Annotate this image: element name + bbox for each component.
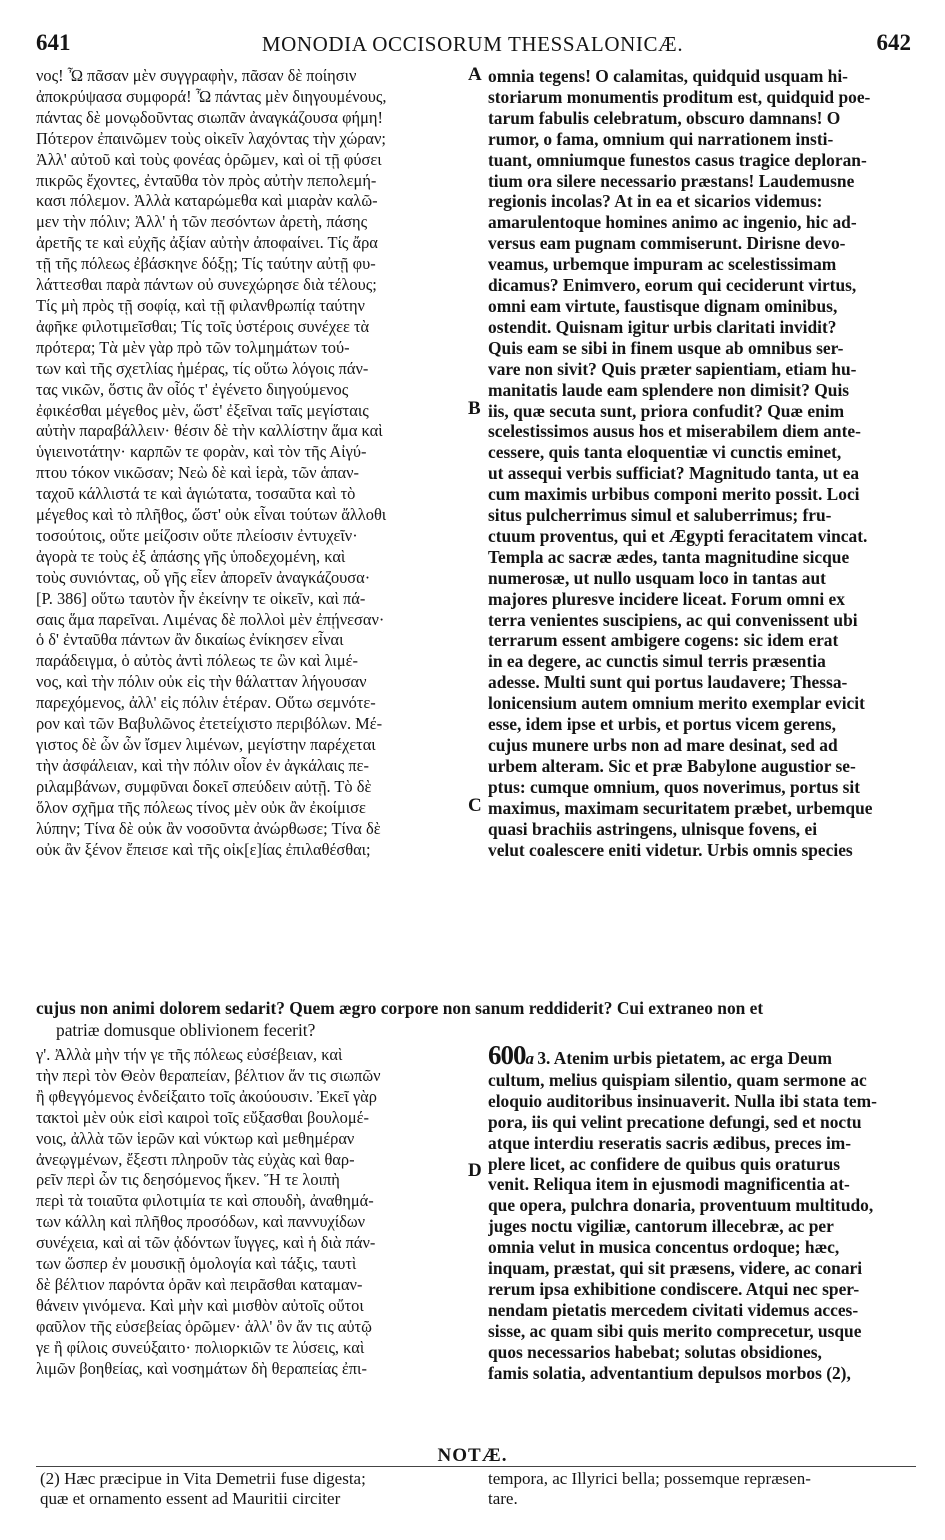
latin-text-line: rerum ipsa exhibitione condiscere. Atqui nec sper- — [488, 1278, 860, 1299]
greek-text-line: νοις, ἀλλὰ τῶν ἱερῶν καὶ νύκτωρ καὶ μεθημέραν — [36, 1128, 355, 1148]
greek-text-line: Τίς μὴ πρὸς τῇ σοφίᾳ, καὶ τῇ φιλανθρωπίᾳ ταύτην — [36, 295, 365, 315]
greek-text-line: τοσούτοις, οὔτε μείζοσιν οὔτε πλείοσιν ἐντυχεῖν· — [36, 525, 358, 545]
margin-marker-d: D — [468, 1160, 482, 1181]
greek-text-line: λιμῶν βοηθείας, καὶ νοσημάτων δὴ θεραπείας ἐπι- — [36, 1358, 367, 1378]
greek-text-line: αὐτὴν παραβάλλειν· θέσιν δὲ τὴν καλλίστην ἅμα καὶ — [36, 421, 383, 441]
latin-text-line: majores pluresve incidere liceat. Forum omni ex — [488, 588, 845, 609]
latin-text-line: Templa ac sacræ ædes, tanta magnitudine sicque — [488, 546, 850, 567]
note-line: tempora, ac Illyrici bella; possemque repræsen- — [488, 1469, 811, 1488]
greek-text-line: ὁ δ' ἐνταῦθα πάντων ἂν δικαίως ἐνίκησεν εἶναι — [36, 630, 344, 650]
latin-text-line: in ea degere, ac cunctis simul terris præsentia — [488, 651, 826, 672]
latin-text-line: manitatis laude eam splendere non dimisit? Quis — [488, 379, 850, 400]
greek-text-line: οὐκ ἂν ξένον ἔπεισε καὶ τῆς οἰκ[ε]ίας ἐπιλαθέσθαι; — [36, 839, 371, 859]
greek-text-line: γιστος δὲ ὧν ὧν ἴσμεν λιμένων, μεγίστην παρέχεται — [36, 735, 376, 754]
latin-text-line: que opera, pulchra donaria, proventuum multitudo, — [488, 1195, 874, 1216]
latin-text-line: cessere, quis tanta eloquentiæ vi cunctis eminet, — [488, 442, 842, 463]
greek-text-line: πικρῶς ἔχοντες, ἐνταῦθα τὸν πρὸς αὐτὴν πεπολεμή- — [36, 170, 377, 190]
latin-text-line: quasi brachiis astringens, ulnisque fovens, ei — [488, 818, 818, 839]
greek-text-line: πρότερα; Τὰ μὲν γὰρ πρὸ τῶν τολμημάτων τού- — [36, 337, 350, 357]
greek-text-line: ἀγορὰ τε τοὺς ἐξ ἁπάσης γῆς ὑποδεχομένη, καὶ — [36, 546, 346, 566]
latin-text-line: venit. Reliqua item in ejusmodi magnificentia at- — [488, 1174, 850, 1195]
notes-divider — [36, 1466, 916, 1467]
latin-text-line: plere licet, ac confidere de quibus quis oraturus — [488, 1153, 841, 1174]
latin-text-column-lower — [488, 1045, 908, 1384]
latin-text-line: famis solatia, adventantium depulsos morbos (2), — [488, 1362, 851, 1383]
margin-marker-a: A — [468, 64, 482, 85]
latin-text-line: vare non sivit? Quis præter sapientiam, etiam hu- — [488, 358, 857, 379]
greek-text-line: γε ἢ φίλοις συνεύξαιτο· πολιορκιῶν τε λύσεις, καὶ — [36, 1337, 365, 1357]
greek-text-line: ὅλον σχῆμα τῆς πόλεως τίνος μὲν οὐκ ἂν ἐκοίμισε — [36, 797, 366, 817]
greek-text-line: ἀποκρύψασα συμφορά! Ὦ πάντας μὲν διηγουμένους, — [36, 86, 387, 106]
latin-text-line: sisse, ac quam sibi quis merito comprecetur, usque — [488, 1320, 862, 1341]
latin-text-line: veamus, urbemque impuram ac scelestissimam — [488, 254, 837, 275]
latin-text-line: terrarum essent ambigere cogens: sic idem erat — [488, 630, 839, 651]
greek-text-line: των κάλλη καὶ πλῆθος προσόδων, καὶ παννυχίδων — [36, 1212, 366, 1232]
latin-text-line: adesse. Multi sunt qui portus laudavere; Thessa- — [488, 672, 848, 693]
latin-text-line: rumor, o fama, omnium qui narrationem insti- — [488, 128, 834, 149]
full-width-latin-line-1: cujus non animi dolorem sedarit? Quem ægro corpore non sanum reddiderit? Cui extraneo non et — [36, 998, 764, 1018]
greek-text-line: λάττεσθαι παρὰ πάντων οὐ συνεχώρησε διὰ τέλους; — [36, 275, 377, 295]
greek-text-line: [P. 386] οὕτω ταυτὸν ἦν ἐκείνην τε οἰκεῖν, καὶ πά- — [36, 588, 366, 608]
greek-text-line: σαις ἅμα παρεῖναι. Λιμένας δὲ πολλοὶ μὲν ἐπῄνεσαν· — [36, 609, 385, 629]
latin-text-line: dicamus? Enimvero, eorum qui ceciderunt virtus, — [488, 275, 857, 296]
greek-text-line: ταχοῦ κάλλιστά τε καὶ ἁγιώτατα, τοσαῦτα καὶ τὸ — [36, 484, 356, 504]
greek-text-column — [36, 66, 468, 860]
greek-text-line: ρον καὶ τῶν Βαβυλῶνος ἐτετείχιστο περιβόλων. Μέ- — [36, 714, 383, 734]
greek-text-line: Πότερον ἐπαινῶμεν τοὺς οἰκεῖν λαχόντας τὴν χώραν; — [36, 128, 386, 148]
greek-text-line: περὶ τὰ τοιαῦτα φιλοτιμία τε καὶ σπουδὴ, ἀναθημά- — [36, 1191, 374, 1211]
latin-text-line: tium ora silere necessario præstans! Laudemusne — [488, 170, 855, 191]
notes-heading: NOTÆ. — [437, 1445, 508, 1466]
latin-text-line: inquam, præstat, qui sit præsens, videre, ac conari — [488, 1258, 863, 1279]
greek-text-line: ριλαμβάνων, συμφῦναι δοκεῖ σπεύδειν αὐτῇ. Τὸ δὲ — [36, 776, 372, 796]
greek-text-line: δὲ βέλτιον παρόντα ὁρᾶν καὶ πειρᾶσθαι καταμαν- — [36, 1274, 363, 1294]
greek-text-line: γ'. Ἀλλὰ μὴν τήν γε τῆς πόλεως εὐσέβειαν, καὶ — [36, 1045, 343, 1064]
latin-lower-lines — [488, 1070, 908, 1384]
latin-text-line: juges noctu vigiliæ, cantorum illecebræ, ac per — [488, 1216, 834, 1237]
greek-text-line: ἢ φθεγγόμενος ἐνδείξαιτο τοῖς ἀκούουσιν. Ἐκεῖ γὰρ — [36, 1086, 377, 1106]
note-line: tare. — [488, 1489, 518, 1508]
latin-text-line: storiarum monumentis proditum est, quidquid poe- — [488, 86, 871, 107]
latin-text-line: cultum, melius quispiam silentio, quam sermone ac — [488, 1069, 867, 1090]
latin-text-line: ut assequi verbis sufficiat? Magnitudo tanta, ut ea — [488, 463, 860, 484]
latin-text-line: omni eam virtute, faustisque dignam ominibus, — [488, 295, 838, 316]
greek-text-line: θάνειν γινόμενα. Καὶ μὴν καὶ μισθὸν αὐτοῖς οὔτοι — [36, 1295, 364, 1315]
page-header — [28, 30, 917, 60]
latin-text-line: regionis incolas? At in ea et sicarios videmus: — [488, 191, 823, 212]
greek-text-line: κασι πόλεμον. Ἀλλὰ καταρώμεθα καὶ μιαρὰν καλῶ- — [36, 191, 378, 211]
greek-text-line: ρεῖν περὶ ὧν τις δεησόμενος ἥκεν. Ἥ τε λοιπὴ — [36, 1170, 340, 1190]
latin-text-line: pora, iis qui velint precatione defungi, sed et noctu — [488, 1111, 862, 1132]
greek-text-line: των ὥσπερ ἐν μουσικῇ ὁμολογία καὶ τάξις, ταυτὶ — [36, 1254, 357, 1274]
greek-text-line: τὴν ἀσφάλειαν, καὶ τὴν πόλιν οἷον ἐν ἀγκάλαις πε- — [36, 755, 369, 775]
margin-marker-b: B — [468, 398, 481, 419]
greek-text-line: τοὺς συνιόντας, οὗ γῆς εἶεν ἀπορεῖν ἀναγκάζουσα· — [36, 567, 371, 587]
latin-text-line: urbem alteram. Sic et præ Babylone augustior se- — [488, 755, 856, 776]
full-width-latin-line-2: patriæ domusque oblivionem fecerit? — [56, 1020, 316, 1040]
greek-text-column-lower — [36, 1045, 468, 1380]
latin-text-line: scelestissimos ausus hos et miserabilem diem ante- — [488, 421, 861, 442]
greek-text-line: Ἀλλ' αὐτοῦ καὶ τοὺς φονέας ὁρῶμεν, καὶ οἱ τῇ φύσει — [36, 149, 382, 169]
greek-text-line: ἀρετῆς τε καὶ εὐχῆς ἀξίαν αὐτὴν ἀποφαίνει. Τίς ἄρα — [36, 233, 378, 253]
greek-text-line: των καὶ τῆς σχετλίας ἡμέρας, τίς οὕτω λόγοις πάν- — [36, 358, 369, 378]
greek-text-line: ἐφικέσθαι μέγεθος μὲν, ὥστ' ἐξεῖναι ταῖς μεγίσταις — [36, 400, 369, 420]
latin-text-line: nendam pietatis mercedem civitati videmus acces- — [488, 1299, 859, 1320]
greek-text-line: νος! Ὦ πᾶσαν μὲν συγγραφὴν, πᾶσαν δὲ ποίησιν — [36, 66, 357, 85]
latin-text-line: maximus, maximam securitatem præbet, urbemque — [488, 797, 873, 818]
greek-text-line: τας νικῶν, ὅστις ἂν οἷός τ' ἐγένετο διηγούμενος — [36, 379, 349, 399]
latin-text-column — [488, 66, 908, 860]
greek-text-line: συνέχεια, καὶ αἱ τῶν ᾀδόντων ἴυγγες, καὶ ἡ διὰ πάν- — [36, 1233, 376, 1253]
latin-text-line: velut coalescere eniti videtur. Urbis omnis species — [488, 839, 853, 860]
note-line: quæ et ornamento essent ad Mauritii circiter — [40, 1489, 341, 1508]
latin-text-line: Quis eam se sibi in finem usque ab omnibus ser- — [488, 337, 844, 358]
greek-text-line: παράδειγμα, ὁ αὐτὸς ἀντὶ πόλεως τε ὢν καὶ λιμέ- — [36, 651, 358, 671]
running-title: MONODIA OCCISORUM THESSALONICÆ. — [261, 32, 684, 56]
latin-text-line: amarulentoque homines animo ac ingenio, hic ad- — [488, 212, 857, 233]
greek-text-line: λύπην; Τίνα δὲ οὐκ ἂν νοσοῦντα ἀνώρθωσε; Τίνα δὲ — [36, 818, 381, 838]
greek-text-line: πάντας δὲ μονῳδοῦντας σιωπᾶν ἀναγκάζουσα φήμη! — [36, 107, 383, 127]
latin-text-line: atque interdiu reseratis sacris ædibus, preces im- — [488, 1132, 852, 1153]
latin-text-line: cujus munere urbs non ad mare desinat, sed ad — [488, 735, 838, 755]
latin-text-line: lonicensium autem omnium merito exemplar evicit — [488, 693, 865, 714]
latin-text-line: omnia tegens! O calamitas, quidquid usquam hi- — [488, 66, 848, 86]
latin-text-line: ostendit. Quisnam igitur urbis claritati invidit? — [488, 316, 837, 337]
greek-text-line: πτου τόκον νικῶσαν; Νεὼ δὲ καὶ ἱερὰ, τῶν ἁπαν- — [36, 463, 359, 483]
margin-marker-c: C — [468, 795, 482, 816]
latin-text-line: terra venientes suscipiens, ac qui convenissent ubi — [488, 609, 858, 630]
latin-text-line: ptus: cumque omnium, quos noverimus, portus sit — [488, 776, 861, 797]
greek-text-line: ἀφῆκε φιλοτιμεῖσθαι; Τίς τοῖς ὑστέροις συνέχεε τὰ — [36, 316, 370, 336]
note-left-column — [40, 1469, 480, 1509]
latin-text-line: ctuum proventus, qui et Ægypti feracitatem vincat. — [488, 525, 868, 546]
greek-text-line: τακτοὶ μὲν οὐκ εἰσὶ καιροὶ τοῖς εὔξασθαι βουλομέ- — [36, 1107, 369, 1127]
greek-text-line: μεν τὴν πόλιν; Ἀλλ' ἡ τῶν πεσόντων ἀρετὴ, πάσης — [36, 212, 368, 232]
latin-text-line: iis, quæ secuta sunt, priora confudit? Quæ enim — [488, 400, 845, 421]
greek-text-line: νος, καὶ τὴν πόλιν οὐκ εἰς τὴν θάλατταν λήγουσαν — [36, 672, 367, 692]
section-first-line: 600a 3. Atenim urbis pietatem, ac erga Deum — [488, 1045, 908, 1070]
greek-text-line: ἀνεῳγμένων, ἔξεστι πληροῦν τὰς εὐχὰς καὶ θαρ- — [36, 1149, 355, 1169]
greek-text-line: μέγεθος καὶ τὸ πλῆθος, ὥστ' οὐκ εἶναι τούτων ἄλλοθι — [36, 505, 387, 525]
greek-text-line: παρεχόμενος, ἀλλ' εἰς πόλιν ἑτέραν. Οὕτω σεμνότε- — [36, 693, 376, 713]
latin-text-line: quos necessarios habebat; solutas obsidiones, — [488, 1341, 822, 1362]
latin-text-line: esse, idem ipse et urbis, et portus vicem gerens, — [488, 714, 836, 735]
latin-text-line: eloquio auditoribus insinuaverit. Nulla ibi stata tem- — [488, 1090, 877, 1111]
note-right-column — [488, 1469, 908, 1509]
latin-text-line: versus eam pugnam commiserunt. Dirisne devo- — [488, 233, 846, 254]
latin-text-line: cum maximis urbibus componi merito possit. Loci — [488, 484, 860, 505]
latin-text-line: tarum fabulis celebratum, obscuro damnans! O — [488, 107, 841, 128]
greek-text-line: φαῦλον τῆς εὐσεβείας ὁρῶμεν· ἀλλ' ὃν ἄν τις αὐτῷ — [36, 1316, 372, 1336]
latin-text-line: omnia velut in musica concentus ordoque; hæc, — [488, 1237, 840, 1258]
greek-text-line: τὴν περὶ τὸν Θεὸν θεραπείαν, βέλτιον ἄν τις σιωπῶν — [36, 1065, 381, 1085]
latin-text-line: numerosæ, ut nullo usquam loco in tantas aut — [488, 567, 826, 588]
column-number: 600a — [488, 1045, 533, 1070]
page-number-right: 642 — [876, 30, 911, 55]
page-number-left: 641 — [36, 30, 71, 55]
latin-text-line: situs pulcherrimus simul et saluberrimus; fru- — [488, 505, 832, 526]
greek-text-line: τῇ τῆς πόλεως ἐβάσκηνε δόξῃ; Τίς ταύτην αὐτῇ φυ- — [36, 254, 376, 274]
latin-text-line: tuant, omniumque funestos casus tragice deploran- — [488, 149, 867, 170]
greek-text-line: ὑγιεινοτάτην· καρπῶν τε φορὰν, καὶ τὸν τῆς Αἰγύ- — [36, 442, 367, 462]
note-line: (2) Hæc præcipue in Vita Demetrii fuse digesta; — [40, 1469, 366, 1488]
